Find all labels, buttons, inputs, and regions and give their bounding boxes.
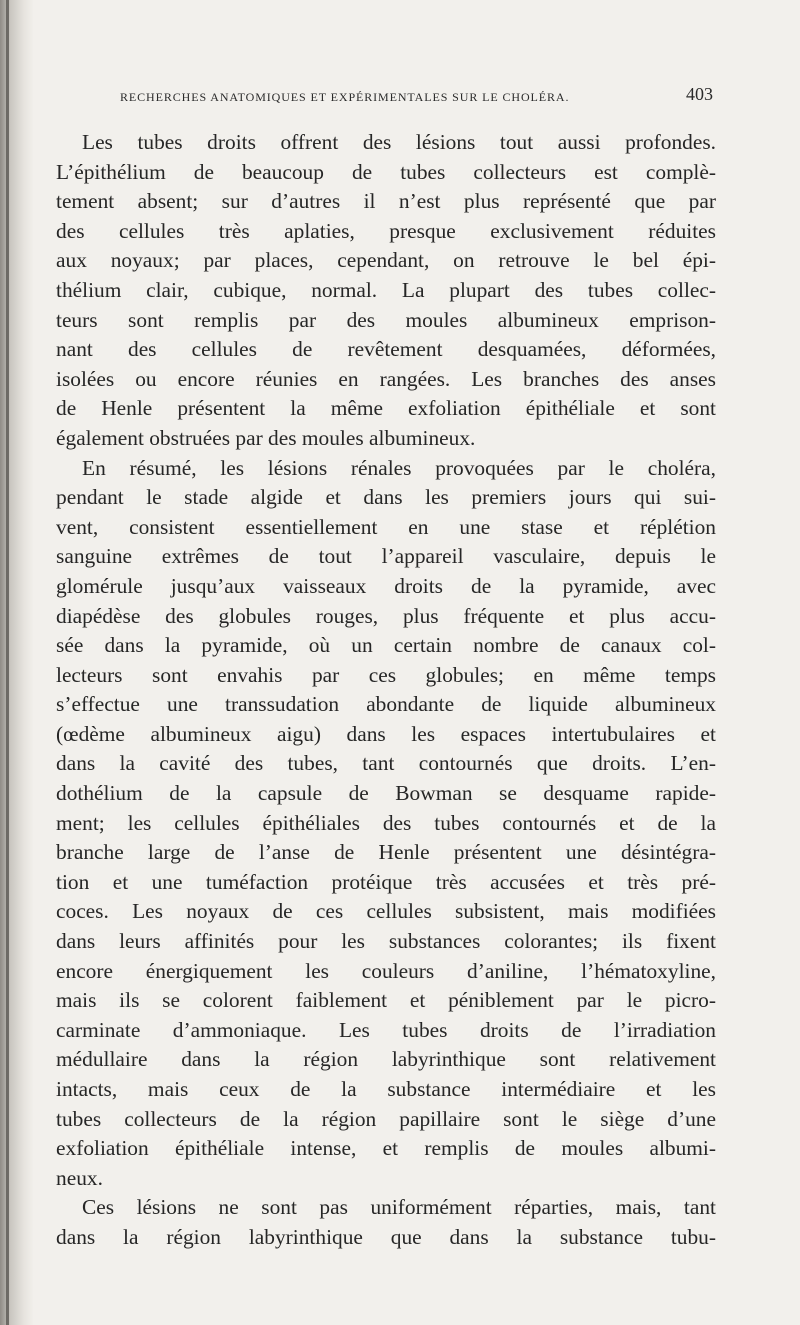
text-line: branche large de l’anse de Henle présentent une désintégra- (56, 840, 716, 865)
text-line: lecteurs sont envahis par ces globules; en même temps (56, 662, 716, 687)
text-line: médullaire dans la région labyrinthique sont relativement (56, 1047, 716, 1072)
text-line: aux noyaux; par places, cependant, on retrouve le bel épi- (56, 248, 716, 273)
text-line: dans la région labyrinthique que dans la substance tubu- (56, 1224, 716, 1249)
running-title: RECHERCHES ANATOMIQUES ET EXPÉRIMENTALES SUR LE CHOLÉRA. (120, 90, 570, 104)
text-line: dothélium de la capsule de Bowman se desquame rapide- (56, 781, 716, 806)
text-line: diapédèse des globules rouges, plus fréquente et plus accu- (56, 603, 716, 628)
text-line: mais ils se colorent faiblement et péniblement par le picro- (56, 988, 716, 1013)
text-line: tion et une tuméfaction protéique très accusées et très pré- (56, 869, 716, 894)
text-line: sée dans la pyramide, où un certain nombre de canaux col- (56, 633, 716, 658)
text-line: ment; les cellules épithéliales des tubes contournés et de la (56, 810, 716, 835)
text-line: encore énergiquement les couleurs d’aniline, l’hématoxyline, (56, 958, 716, 983)
text-line: de Henle présentent la même exfoliation épithéliale et sont (56, 396, 716, 421)
body-text (56, 128, 716, 1253)
text-line: coces. Les noyaux de ces cellules subsistent, mais modifiées (56, 899, 716, 924)
text-line: neux. (56, 1165, 103, 1190)
text-line: nant des cellules de revêtement desquamées, déformées, (56, 337, 716, 362)
text-line: tement absent; sur d’autres il n’est plus représenté que par (56, 189, 716, 214)
text-line: (œdème albumineux aigu) dans les espaces intertubulaires et (56, 721, 716, 746)
text-line: glomérule jusqu’aux vaisseaux droits de la pyramide, avec (56, 573, 716, 598)
binding-gutter-line (6, 0, 9, 1325)
text-line: carminate d’ammoniaque. Les tubes droits de l’irradiation (56, 1017, 716, 1042)
text-line: isolées ou encore réunies en rangées. Les branches des anses (56, 366, 716, 391)
text-line: pendant le stade algide et dans les premiers jours qui sui- (56, 485, 716, 510)
text-line: L’épithélium de beaucoup de tubes collecteurs est complè- (56, 159, 716, 184)
text-line: tubes collecteurs de la région papillaire sont le siège d’une (56, 1106, 716, 1131)
text-line: des cellules très aplaties, presque exclusivement réduites (56, 218, 716, 243)
text-line: dans leurs affinités pour les substances colorantes; ils fixent (56, 929, 716, 954)
text-line: également obstruées par des moules albumineux. (56, 425, 476, 450)
text-line: Les tubes droits offrent des lésions tout aussi profondes. (82, 130, 716, 154)
text-line: vent, consistent essentiellement en une stase et réplétion (56, 514, 716, 539)
text-line: dans la cavité des tubes, tant contournés que droits. L’en- (56, 751, 716, 776)
text-line: intacts, mais ceux de la substance intermédiaire et les (56, 1077, 716, 1101)
running-head (120, 84, 713, 110)
text-line: thélium clair, cubique, normal. La plupart des tubes collec- (56, 277, 716, 302)
text-line: En résumé, les lésions rénales provoquées par le choléra, (82, 455, 716, 480)
text-line: exfoliation épithéliale intense, et remplis de moules albumi- (56, 1136, 716, 1161)
text-line: s’effectue une transsudation abondante de liquide albumineux (56, 692, 716, 717)
page-number: 403 (686, 84, 713, 104)
text-line: sanguine extrêmes de tout l’appareil vasculaire, depuis le (56, 544, 716, 569)
text-line: teurs sont remplis par des moules albumineux emprison- (56, 307, 716, 332)
text-line: Ces lésions ne sont pas uniformément réparties, mais, tant (82, 1195, 716, 1220)
